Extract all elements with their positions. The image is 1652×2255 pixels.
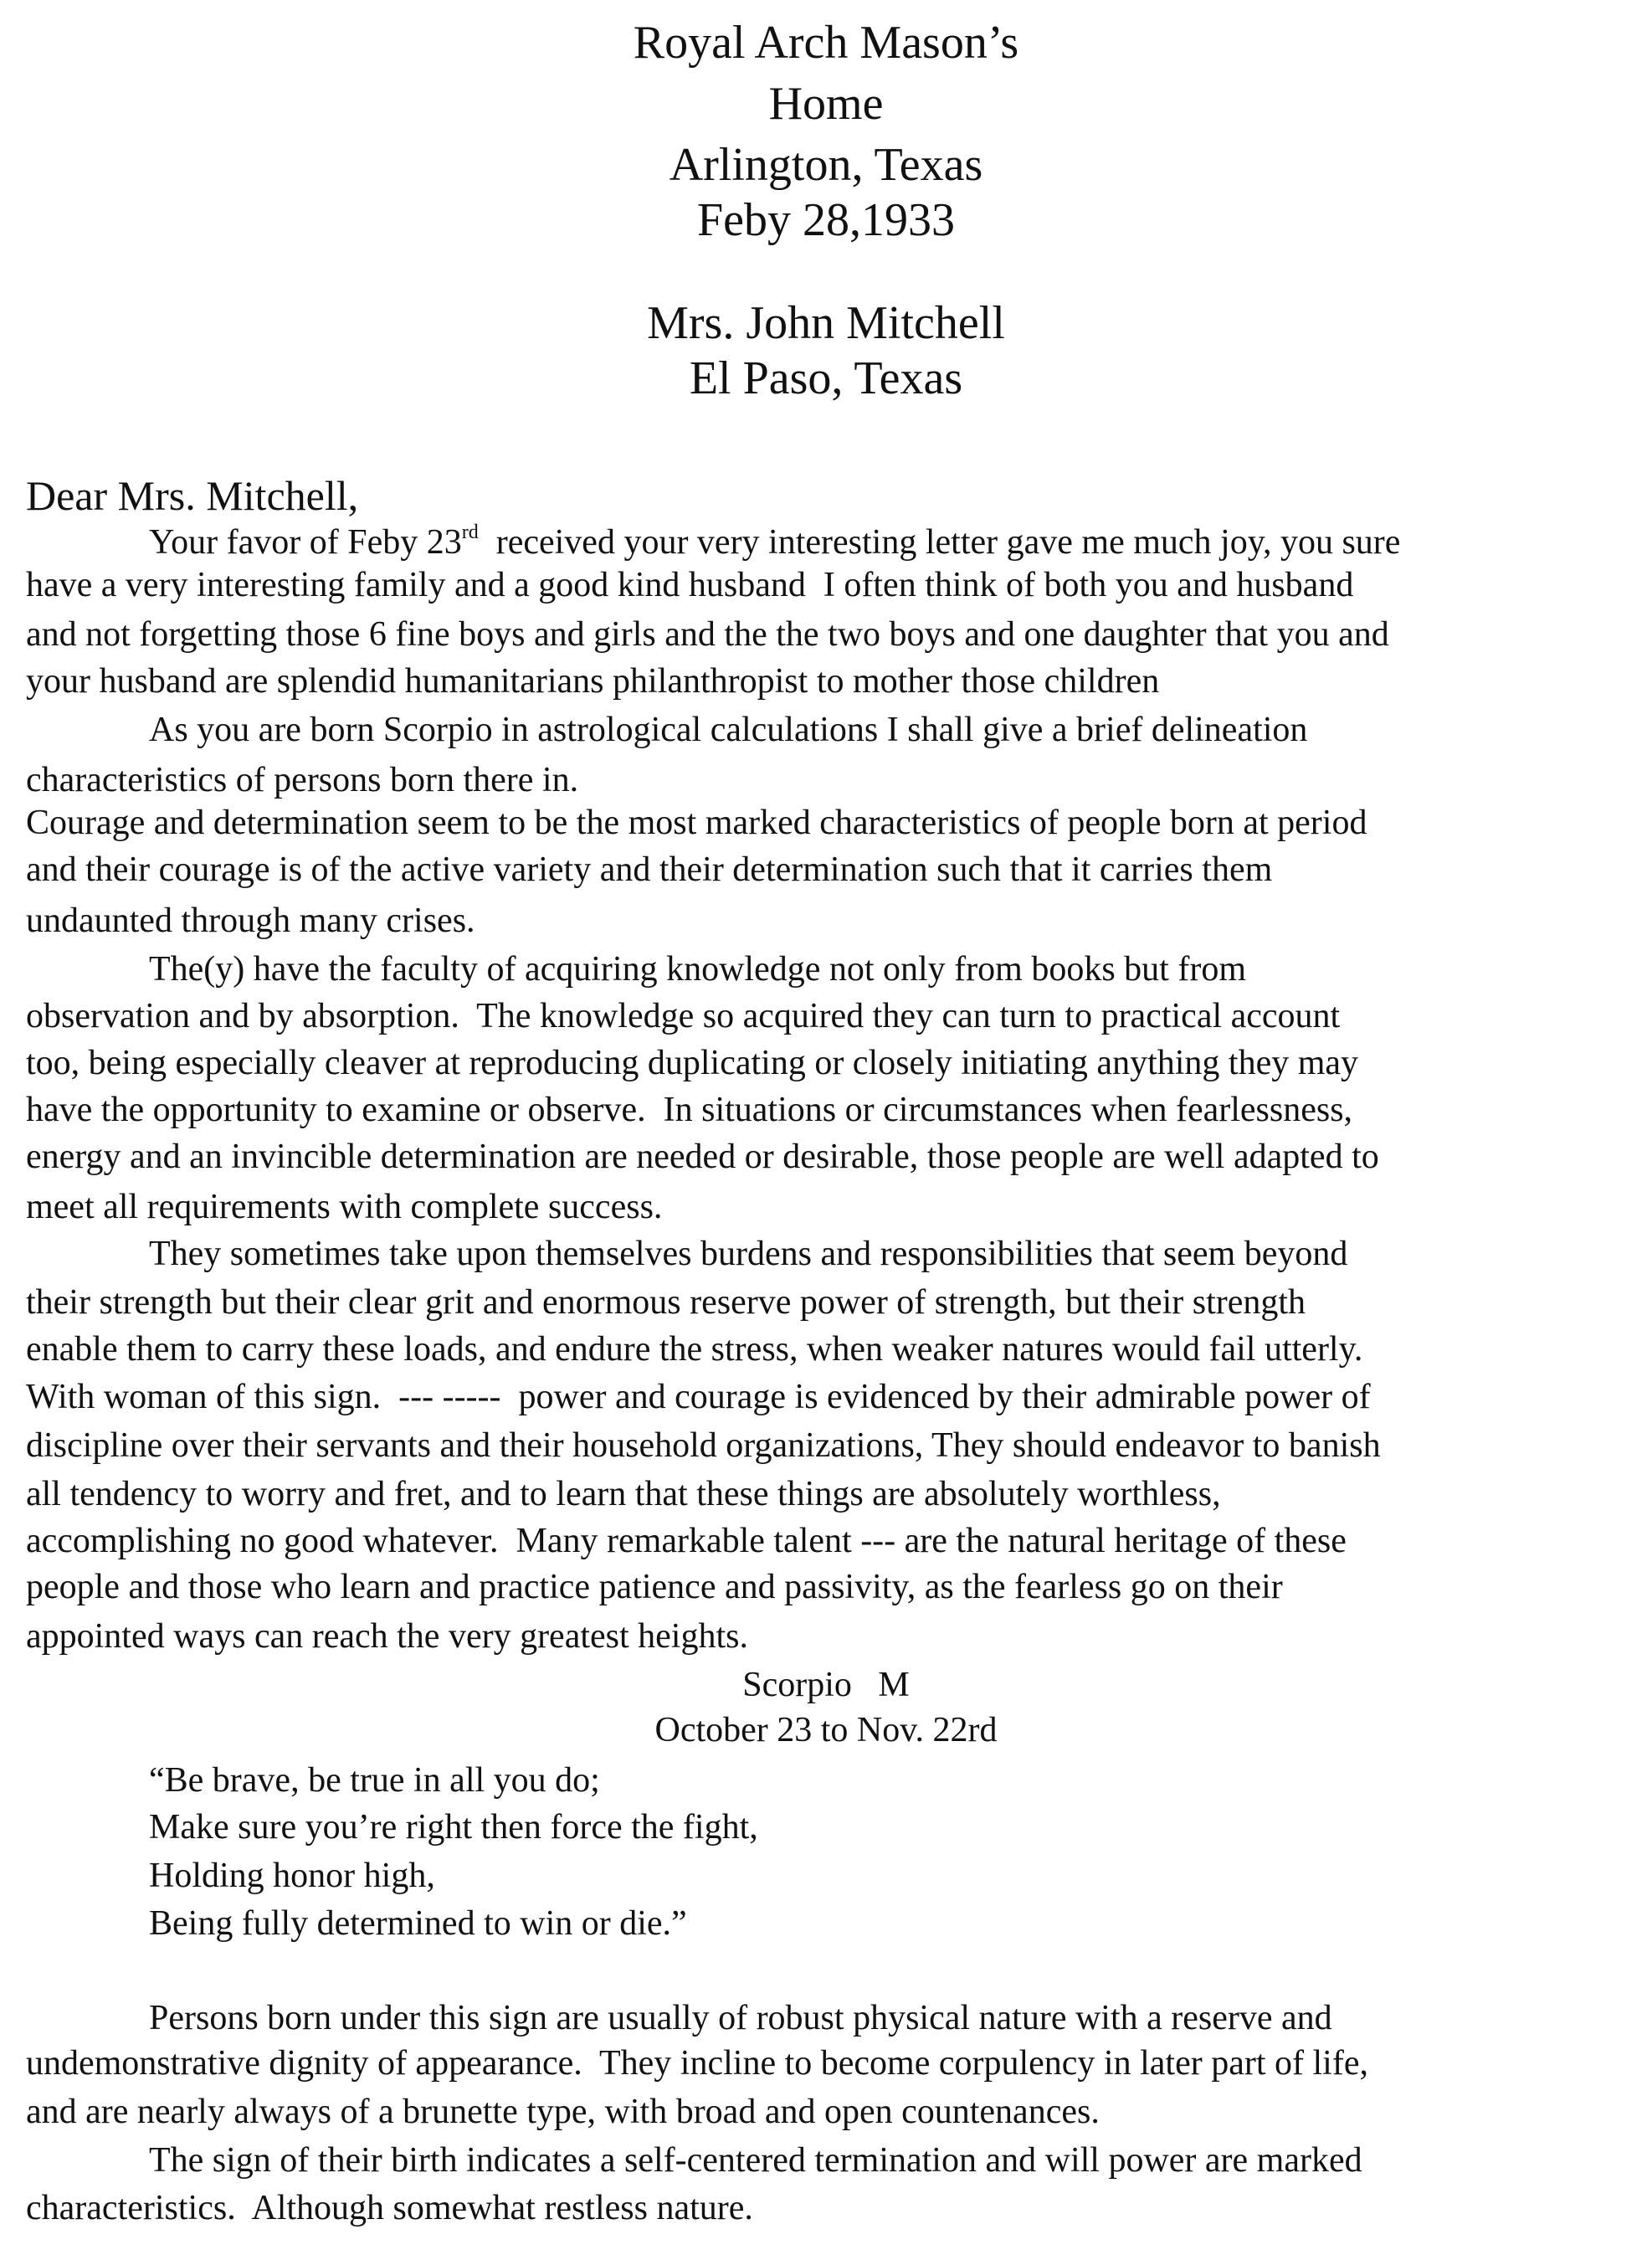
- body-line: “Be brave, be true in all you do;: [149, 1761, 600, 1800]
- body-line: and are nearly always of a brunette type, with broad and open countenances.: [26, 2093, 1100, 2131]
- ordinal-superscript: rd: [461, 521, 479, 543]
- body-line: energy and an invincible determination are needed or desirable, those people are well adapted to: [26, 1138, 1379, 1176]
- body-line: meet all requirements with complete success.: [26, 1188, 663, 1226]
- body-line: Being fully determined to win or die.”: [149, 1904, 687, 1943]
- body-line: discipline over their servants and their household organizations, They should endeavor to banish: [26, 1426, 1381, 1465]
- body-line: all tendency to worry and fret, and to learn that these things are absolutely worthless,: [26, 1475, 1221, 1513]
- body-line: and not forgetting those 6 fine boys and girls and the the two boys and one daughter that you and: [26, 615, 1389, 654]
- body-line: The sign of their birth indicates a self-centered termination and will power are marked: [149, 2141, 1362, 2180]
- salutation: Dear Mrs. Mitchell,: [26, 472, 359, 519]
- body-line: Holding honor high,: [149, 1857, 435, 1895]
- body-line: Make sure you’re right then force the fight,: [149, 1808, 758, 1847]
- body-line: The(y) have the faculty of acquiring knowledge not only from books but from: [149, 950, 1246, 989]
- body-line: As you are born Scorpio in astrological calculations I shall give a brief delineation: [149, 711, 1308, 749]
- body-line: observation and by absorption. The knowledge so acquired they can turn to practical account: [26, 997, 1341, 1035]
- body-line: people and those who learn and practice patience and passivity, as the fearless go on their: [26, 1568, 1283, 1606]
- body-line: their strength but their clear grit and enormous reserve power of strength, but their strength: [26, 1283, 1306, 1322]
- letterhead-line: Home: [768, 78, 884, 130]
- body-line: have a very interesting family and a good kind husband I often think of both you and husband: [26, 566, 1354, 604]
- centered-line: October 23 to Nov. 22rd: [654, 1711, 998, 1749]
- body-line: characteristics of persons born there in.: [26, 761, 579, 799]
- body-line: With woman of this sign. --- ----- power and courage is evidenced by their admirable power of: [26, 1378, 1371, 1416]
- text-segment: Your favor of Feby 23: [149, 523, 462, 562]
- body-line: [149, 519, 1400, 566]
- body-line: characteristics. Although somewhat restless nature.: [26, 2189, 753, 2227]
- letter-date: Feby 28,1933: [697, 194, 955, 246]
- body-line: enable them to carry these loads, and endure the stress, when weaker natures would fail utterly.: [26, 1330, 1363, 1369]
- body-line: too, being especially cleaver at reproducing duplicating or closely initiating anything they may: [26, 1044, 1359, 1082]
- recipient-address: El Paso, Texas: [689, 352, 963, 404]
- recipient-name: Mrs. John Mitchell: [647, 297, 1005, 349]
- body-line: They sometimes take upon themselves burdens and responsibilities that seem beyond: [149, 1235, 1348, 1273]
- centered-line: Scorpio M: [742, 1666, 910, 1704]
- letterhead-line: Arlington, Texas: [669, 139, 983, 191]
- body-line: undaunted through many crises.: [26, 901, 475, 940]
- body-line: appointed ways can reach the very greatest heights.: [26, 1617, 748, 1656]
- body-line: Courage and determination seem to be the most marked characteristics of people born at period: [26, 804, 1367, 842]
- body-line: and their courage is of the active variety and their determination such that it carries them: [26, 850, 1273, 889]
- letterhead-line: Royal Arch Mason’s: [633, 17, 1019, 69]
- body-line: your husband are splendid humanitarians philanthropist to mother those children: [26, 662, 1160, 701]
- body-line: Persons born under this sign are usually of robust physical nature with a reserve and: [149, 1999, 1332, 2037]
- body-line: undemonstrative dignity of appearance. They incline to become corpulency in later part of life,: [26, 2044, 1368, 2083]
- text-segment: received your very interesting letter gave me much joy, you sure: [478, 523, 1401, 562]
- body-line: accomplishing no good whatever. Many remarkable talent --- are the natural heritage of these: [26, 1522, 1347, 1560]
- body-line: have the opportunity to examine or observe. In situations or circumstances when fearlessness,: [26, 1091, 1353, 1129]
